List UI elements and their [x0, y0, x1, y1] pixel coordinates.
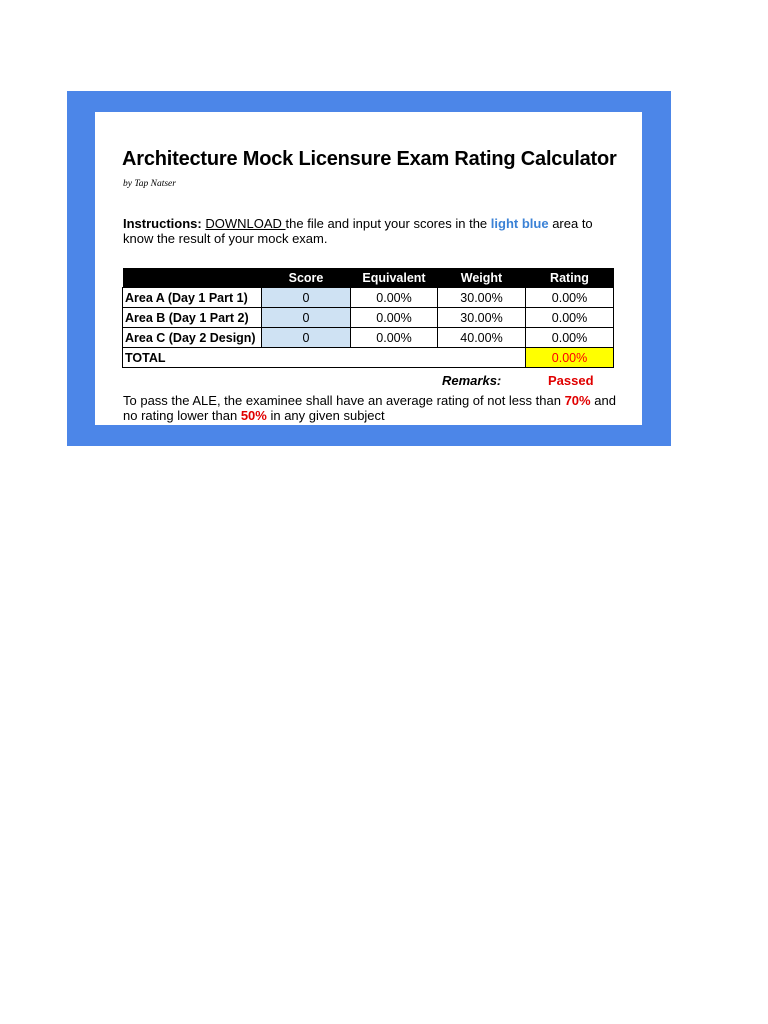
area-c-label: Area C (Day 2 Design) — [123, 328, 262, 348]
total-label: TOTAL — [123, 348, 262, 368]
instructions — [123, 216, 623, 246]
total-blank — [438, 348, 526, 368]
header-rating: Rating — [526, 268, 614, 288]
instructions-text-1: the file and input your scores in the — [285, 216, 488, 231]
area-a-equivalent: 0.00% — [351, 288, 438, 308]
total-row — [123, 348, 614, 368]
note-pct-70: 70% — [564, 393, 591, 408]
download-link[interactable]: DOWNLOAD — [205, 216, 286, 231]
header-area — [123, 268, 262, 288]
author-byline: by Tap Natser — [123, 179, 176, 189]
table-row — [123, 328, 614, 348]
area-c-equivalent: 0.00% — [351, 328, 438, 348]
header-equivalent: Equivalent — [351, 268, 438, 288]
area-b-score-input[interactable]: 0 — [262, 308, 351, 328]
area-c-rating: 0.00% — [526, 328, 614, 348]
area-a-weight: 30.00% — [438, 288, 526, 308]
note-pct-50: 50% — [240, 408, 267, 423]
note-text-2: and no rating lower than — [123, 393, 616, 423]
passing-note — [123, 393, 623, 423]
total-blank — [351, 348, 438, 368]
area-b-label: Area B (Day 1 Part 2) — [123, 308, 262, 328]
area-b-weight: 30.00% — [438, 308, 526, 328]
page-title: Architecture Mock Licensure Exam Rating Calculator — [122, 148, 617, 170]
header-score: Score — [262, 268, 351, 288]
area-b-equivalent: 0.00% — [351, 308, 438, 328]
area-a-rating: 0.00% — [526, 288, 614, 308]
area-a-score-input[interactable]: 0 — [262, 288, 351, 308]
area-b-rating: 0.00% — [526, 308, 614, 328]
calculator-sheet — [95, 112, 642, 425]
remarks-label: Remarks: — [442, 373, 502, 388]
area-a-label: Area A (Day 1 Part 1) — [123, 288, 262, 308]
area-c-weight: 40.00% — [438, 328, 526, 348]
remarks-value: Passed — [548, 373, 594, 388]
light-blue-highlight: light blue — [490, 216, 549, 231]
header-weight: Weight — [438, 268, 526, 288]
table-header-row — [123, 268, 614, 288]
rating-table — [122, 268, 614, 368]
note-text-3: in any given subject — [270, 408, 385, 423]
total-blank — [262, 348, 351, 368]
table-row — [123, 308, 614, 328]
blue-frame — [67, 91, 671, 446]
table-row — [123, 288, 614, 308]
instructions-label: Instructions: — [123, 216, 202, 231]
instructions-text-2: area to know the result of your mock exam. — [123, 216, 593, 246]
total-rating: 0.00% — [526, 348, 614, 368]
area-c-score-input[interactable]: 0 — [262, 328, 351, 348]
note-text-1: To pass the ALE, the examinee shall have an average rating of not less than — [123, 393, 561, 408]
